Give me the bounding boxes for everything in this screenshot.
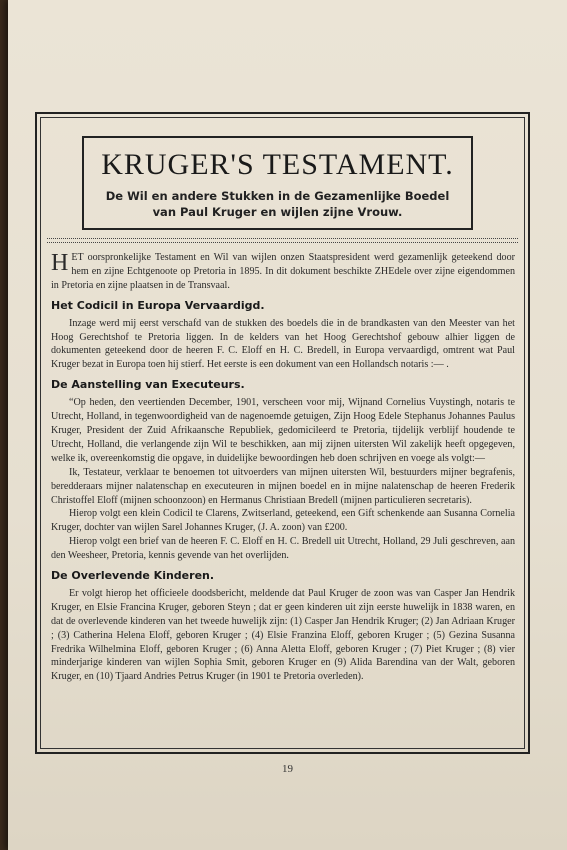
executeurs-paragraph-3: Hierop volgt een klein Codicil te Clarens, Zwitserland, geteekend, een Gift schenkende aan Susanna Cornelia Kruger, dochter van wijlen Sarel Johannes Kruger, (J. A. zoon) van £200. xyxy=(51,508,515,534)
subtitle-line-1: De Wil en andere Stukken in de Gezamenlijke Boedel xyxy=(105,189,450,203)
kinderen-paragraph: Er volgt hierop het officieele doodsbericht, meldende dat Paul Kruger de zoon was van Casper Jan Hendrik Kruger, en Elsie Francina Kruger, geboren Steyn ; dat er geen kinderen uit zijn eerste huwelijk in 1838 waren, en dat de overlevende kinderen van het tweede huwelijk zijn: (1) Casper Jan Hendrik Kruger; (2) Jan Adriaan Kruger ; (3) Catherina Helena Eloff, geboren Kruger ; (4) Elsie Franzina Eloff, geboren Kruger ; (5) Gezina Susanna Fredrika Wilhelmina Eloff, geboren Kruger ; (6) Anna Aletta Eloff, geboren Kruger ; (7) Piet Kruger ; (8) vier minderjarige kinderen van wijlen Sophia Smit, geboren Kruger en (9) Alida Barendina van der Walt, geboren Kruger, en (10) Tjaard Andries Petrus Kruger (in 1901 te Pretoria overleden). xyxy=(51,587,515,683)
executeurs-paragraph-1: “Op heden, den veertienden December, 1901, verscheen voor mij, Wijnand Cornelius Vuystingh, notaris te Utrecht, Holland, in tegenwoordigheid van de nagenoemde getuigen, Zijn Hoog Edele Stephanus Johannes Paulus Kruger, President der Zuid Afrikaansche Republiek, gedomicileerd te Pretoria, tijdelijk verblijf houdende te Utrecht, Holland, die verlangende zijn Wil te beschikken, aan mij zijnen uitersten Wil zakelijk heeft opgegeven, welke ik, overeenkomstig die opgave, in duidelijke bewoordingen heb doen schrijven en voege als volgt:— xyxy=(51,397,515,464)
section-heading-kinderen: De Overlevende Kinderen. xyxy=(51,569,215,583)
ornamental-rule xyxy=(47,238,518,243)
book-page xyxy=(8,0,567,850)
article-title: KRUGER'S TESTAMENT. xyxy=(101,148,454,181)
intro-text: ET oorspronkelijke Testament en Wil van wijlen onzen Staatspresident werd gezamenlijk geteekend door hem en zijne Echtgenoote op Pretoria in 1895. In dit dokument beschikte ZHEdele over zijne eigendommen in Pretoria en zijne plaatsen in de Transvaal. xyxy=(51,252,515,291)
section-heading-codicil: Het Codicil in Europa Vervaardigd. xyxy=(51,298,265,312)
page-number: 19 xyxy=(282,763,293,775)
executeurs-paragraph-4: Hierop volgt een brief van de heeren F. C. Eloff en H. C. Bredell uit Utrecht, Holland, 29 Juli geschreven, aan den Weesheer, Pretoria, kennis gevende van het overlijden. xyxy=(51,536,515,562)
article-subtitle xyxy=(84,188,471,220)
article-body xyxy=(51,251,515,684)
intro-paragraph xyxy=(51,251,515,293)
subtitle-line-2: van Paul Kruger en wijlen zijne Vrouw. xyxy=(152,205,403,219)
article-frame xyxy=(35,112,530,754)
drop-cap: H xyxy=(51,250,69,276)
executeurs-paragraph-2: Ik, Testateur, verklaar te benoemen tot uitvoerders van mijnen uitersten Wil, bestuurders mijner begrafenis, beredderaars mijner nalatenschap en executeuren in mijnen boedel en in mijne nalatenschap de heeren Frederik Christoffel Eloff (mijnen schoonzoon) en Hermanus Christiaan Bredell (mijnen particulieren secretaris). xyxy=(51,466,515,506)
codicil-paragraph: Inzage werd mij eerst verschafd van de stukken des boedels die in de brandkasten van den Meester van het Hoog Gerechtshof te Pretoria liggen. In de kelders van het Hoog Gerechtshof gebouw alhier liggen de dokumenten geteekend door de heeren F. C. Eloff en H. C. Bredell, in Europa vervaardigd, omtrent wat Paul Kruger bezat in Europa toen hij stierf. Het eerste is een dokument van een Hollandsch notaris :— . xyxy=(51,317,515,371)
title-box xyxy=(82,136,473,230)
section-heading-executeurs: De Aanstelling van Executeurs. xyxy=(51,378,245,392)
